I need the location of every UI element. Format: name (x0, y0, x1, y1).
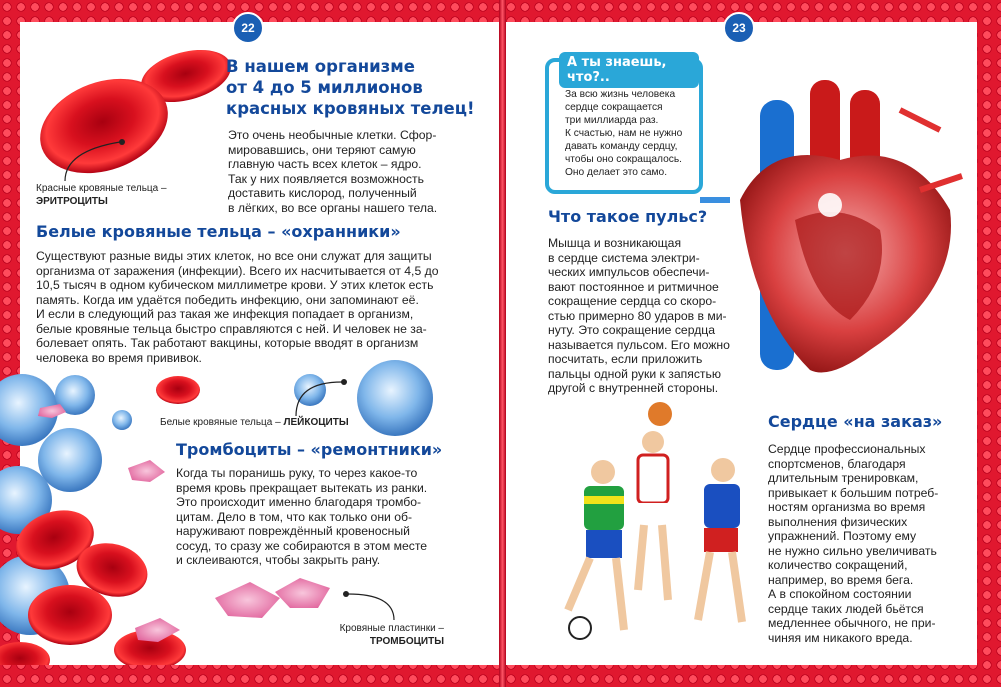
text-line: сердце сокращается (565, 102, 663, 113)
text-line: давать команду сердцу, (565, 141, 678, 152)
thrombocytes-caption (334, 622, 444, 648)
text-line: И если в следующий раз такая же инфекция попадает в организм, (36, 307, 414, 321)
leukocytes-text (36, 249, 439, 365)
fact-box-text (565, 88, 682, 179)
text-line: сосуд, то сразу же собираются в этом месте (176, 538, 428, 553)
page-number-left: 22 (232, 12, 264, 44)
text-line: болевает опять. Так работают вакцины, которые вводят в организм (36, 336, 419, 350)
page-number-right: 23 (723, 12, 755, 44)
text-line: сердце таких людей бьётся (768, 601, 924, 616)
leukocytes-caption (160, 416, 349, 429)
text-line: главную часть всех клеток – ядро. (228, 157, 422, 171)
text-line: вают постоянное и ритмичное (548, 279, 719, 294)
text-line: Это происходит именно благодаря тромбо- (176, 495, 422, 509)
text-line: К счастью, нам не нужно (565, 128, 683, 139)
leukocytes-heading: Белые кровяные тельца – «охранники» (36, 222, 401, 241)
leukocytes-caption-label: Белые кровяные тельца – (160, 417, 281, 428)
text-line: ностям организма во время (768, 500, 926, 514)
text-line: А в спокойном состоянии (768, 587, 912, 601)
text-line: называется пульсом. Его можно (548, 337, 730, 352)
heart-illustration (700, 80, 976, 390)
text-line: упражнений. Поэтому ему (768, 529, 917, 543)
text-line: не нужно сильно увеличивать (768, 543, 937, 558)
text-line: Сердце профессиональных (768, 442, 926, 456)
text-line: другой с внутренней стороны. (548, 381, 719, 395)
thrombocytes-caption-label: Кровяные пластинки – (339, 623, 444, 634)
text-line: 10,5 тысяч в одном кубическом миллиметре крови. У этих клеток есть (36, 278, 434, 292)
text-line: медленнее обычного, не при- (768, 616, 936, 630)
text-line: мировавшись, они теряют самую (228, 142, 416, 157)
text-line: Когда ты поранишь руку, то через какое-то (176, 466, 418, 480)
pulse-heading: Что такое пульс? (548, 207, 708, 226)
erythrocytes-text (228, 128, 437, 215)
text-line: спортсменов, благодаря (768, 456, 906, 471)
text-line: Мышца и возникающая (548, 236, 682, 250)
text-line: доставить кислород, полученный (228, 186, 417, 200)
text-line: чиняя им никакого вреда. (768, 630, 913, 645)
text-line: пальцы одной руки к запястью (548, 366, 721, 381)
text-line: белые кровяные тельца быстро справляются с ней. И человек не за- (36, 321, 427, 336)
thrombocytes-text (176, 466, 427, 568)
erythrocytes-heading-line: В нашем организме (226, 57, 415, 76)
text-line: нуту. Это сокращение сердца (548, 323, 716, 337)
text-line: посчитать, если приложить (548, 352, 703, 366)
text-line: память. Когда им удаётся победить инфекцию, они запоминают её. (36, 292, 419, 307)
text-line: организма от заражения (инфекции). Всего их насчитывается от 4,5 до (36, 263, 439, 278)
thrombocytes-heading: Тромбоциты – «ремонтники» (176, 440, 443, 459)
text-line: ческих импульсов обеспечи- (548, 265, 710, 279)
custom-heart-heading: Сердце «на заказ» (768, 412, 943, 431)
fact-box-title: А ты знаешь, что?.. (559, 52, 699, 88)
leukocyte-pointer-line (290, 372, 350, 422)
caption-pointer-line (60, 136, 130, 186)
text-line: За всю жизнь человека (565, 89, 676, 100)
book-spine (499, 0, 506, 687)
custom-heart-text (768, 442, 938, 645)
fact-box (545, 55, 703, 194)
text-line: в лёгких, во все органы нашего тела. (228, 200, 438, 215)
text-line: и склеиваются, чтобы закрыть рану. (176, 553, 381, 567)
thrombocytes-caption-term: ТРОМБОЦИТЫ (369, 636, 444, 647)
text-line: Так у них появляется возможность (228, 171, 424, 186)
erythrocytes-caption (36, 182, 167, 208)
erythrocytes-caption-label: Красные кровяные тельца – (36, 183, 167, 194)
text-line: стью примерно 80 ударов в ми- (548, 308, 727, 323)
platelet-pointer-line (340, 586, 400, 626)
erythrocytes-heading (226, 56, 475, 119)
text-line: выполнения физических (768, 514, 908, 529)
text-line: длительным тренировкам, (768, 471, 919, 485)
leukocytes-caption-term: ЛЕЙКОЦИТЫ (283, 417, 349, 428)
text-line: например, во время бега. (768, 572, 914, 587)
erythrocytes-heading-line: красных кровяных телец! (226, 99, 475, 118)
text-line: человека во время прививок. (36, 350, 202, 365)
text-line: три миллиарда раз. (565, 115, 659, 126)
erythrocytes-heading-line: от 4 до 5 миллионов (226, 78, 423, 97)
text-line: чтобы оно сокращалось. (565, 154, 682, 165)
text-line: количество сокращений, (768, 558, 908, 572)
text-line: сокращение сердца со скоро- (548, 294, 717, 308)
text-line: привыкает к большим потреб- (768, 485, 939, 500)
text-line: Оно делает это само. (565, 167, 668, 178)
text-line: Существуют разные виды этих клеток, но все они служат для защиты (36, 249, 432, 263)
erythrocytes-caption-term: ЭРИТРОЦИТЫ (36, 196, 108, 207)
text-line: Это очень необычные клетки. Сфор- (228, 128, 437, 142)
text-line: в сердце система электри- (548, 250, 700, 265)
pulse-text (548, 236, 730, 396)
text-line: наруживают повреждённый кровеносный (176, 524, 410, 538)
text-line: время кровь прекращает вытекать из ранки. (176, 480, 428, 495)
text-line: цитам. Дело в том, что как только они об- (176, 509, 413, 524)
athletes-illustration (528, 400, 768, 650)
